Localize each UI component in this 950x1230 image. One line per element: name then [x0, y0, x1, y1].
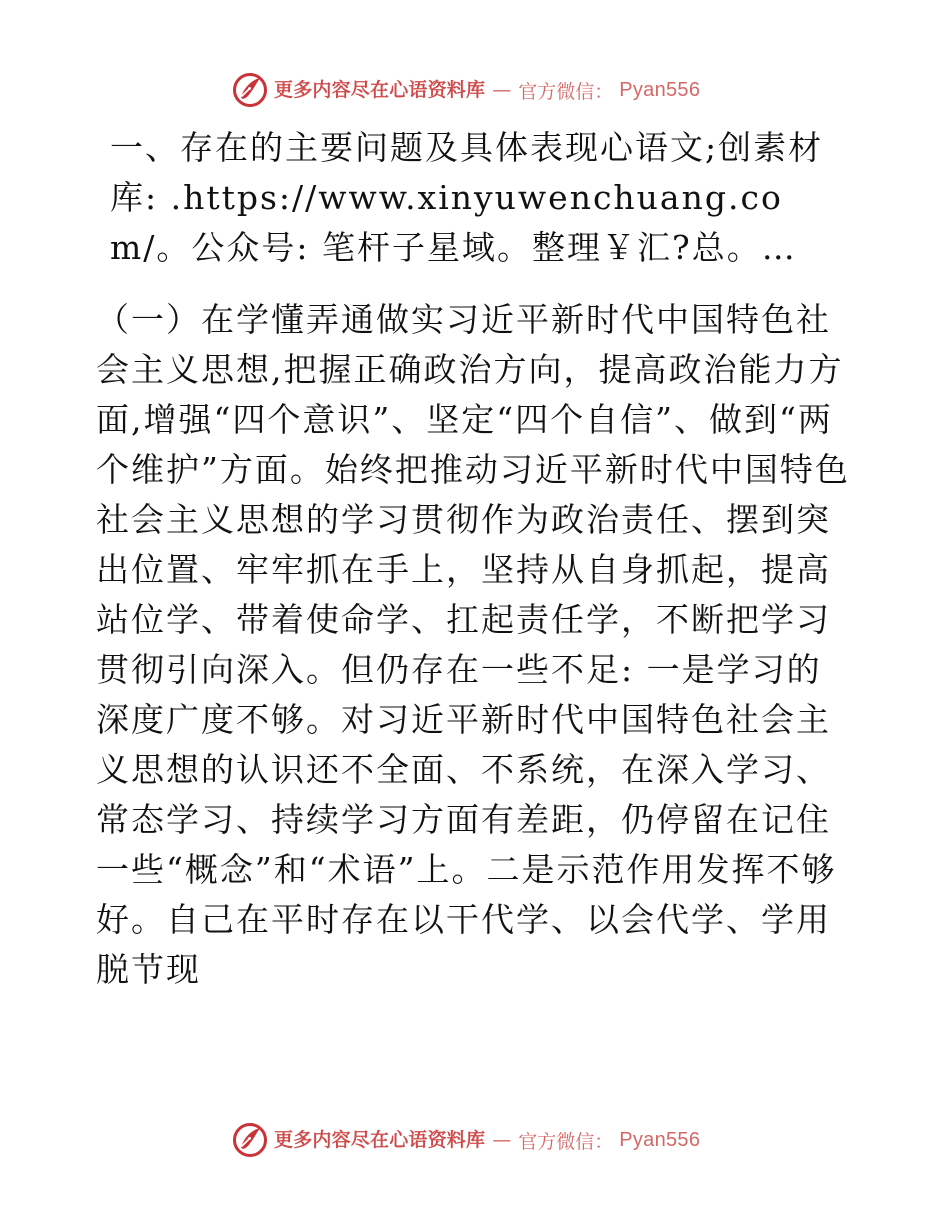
document-content	[96, 123, 852, 995]
header-banner	[232, 70, 700, 110]
header-wechat-id: Pyan556	[619, 78, 701, 101]
footer-wechat-label: 官方微信：	[518, 1130, 614, 1153]
footer-wechat-id: Pyan556	[619, 1128, 701, 1151]
footer-banner-separator: —	[492, 1129, 512, 1151]
header-wechat-label: 官方微信：	[518, 80, 614, 103]
footer-banner-text: 更多内容尽在心语资料库	[274, 1128, 486, 1151]
header-banner-separator: —	[492, 79, 512, 101]
body-paragraph: （一）在学懂弄通做实习近平新时代中国特色社会主义思想,把握正确政治方向，提高政治能力方面,增强“四个意识”、坚定“四个自信”、做到“两个维护”方面。始终把推动习近平新时代中国特色社会主义思想的学习贯彻作为政治责任、摆到突出位置、牢牢抓在手上，坚持从自身抓起，提高站位学、带着使命学、扛起责任学，不断把学习贯彻引向深入。但仍存在一些不足: 一是学习的深度广度不够。对习近平新时代中国特色社会主义思想的认识还不全面、不系统，在深入学习、常态学习、持续学习方面有差距，仍停留在记住一些“概念”和“术语”上。二是示范作用发挥不够好。自己在平时存在以干代学、以会代学、学用脱节现	[96, 300, 850, 989]
pen-nib-logo-icon	[232, 72, 268, 108]
footer-banner	[232, 1120, 700, 1160]
pen-nib-logo-icon	[232, 1122, 268, 1158]
section-heading: 一、存在的主要问题及具体表现心语文;创素材库: .https://www.xinyuwenchuang.com/。公众号: 笔杆子星域。整理￥汇?总。…	[110, 128, 824, 267]
header-banner-text: 更多内容尽在心语资料库	[274, 78, 486, 101]
